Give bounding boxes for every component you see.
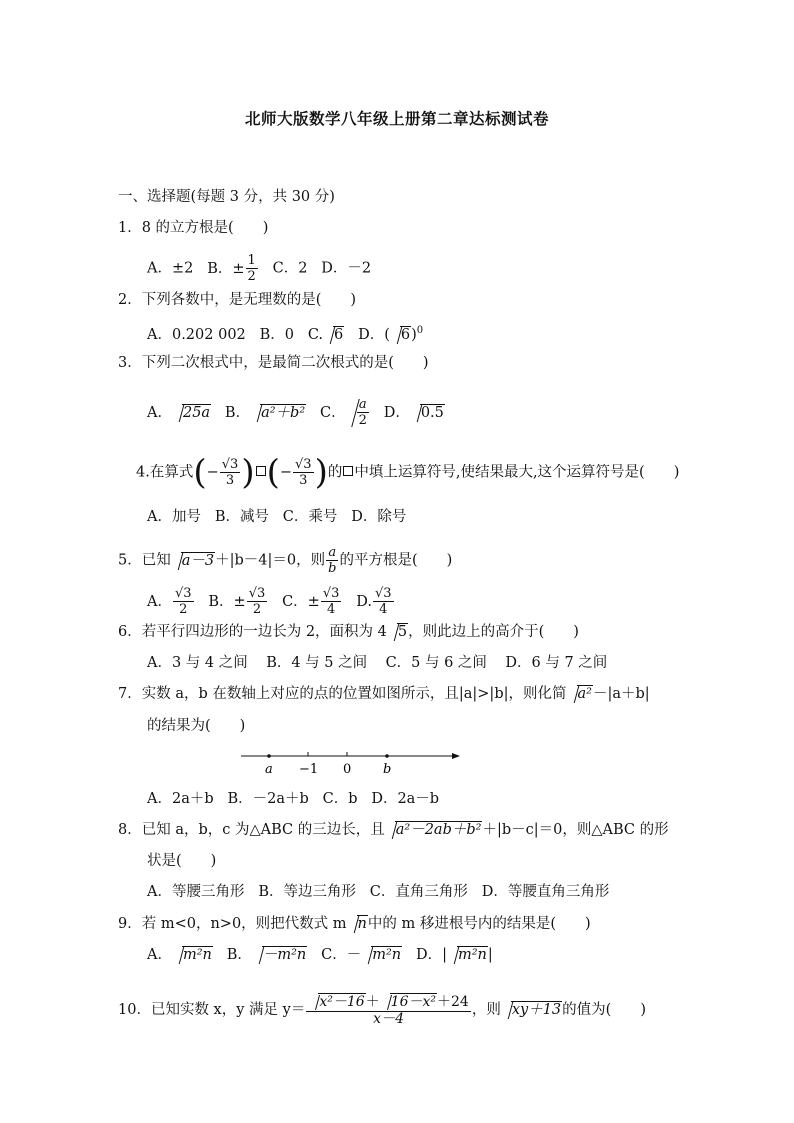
q4-option-a: A．加号 (147, 509, 201, 525)
q4-option-d: D．除号 (351, 509, 407, 525)
q8-option-c: C．直角三角形 (369, 884, 468, 900)
q1-option-c: C．2 (272, 260, 308, 277)
question-7-stem-line2: 的结果为( ) (147, 718, 246, 734)
q3-option-c: C． $\frac{a}{2}$ (320, 405, 370, 421)
q5-option-b: B．± $\frac{√3}{2}$ (208, 586, 266, 617)
q5-option-d: D. $\frac{√3}{4}$ (356, 586, 392, 617)
question-5-stem: 5．已知 a－3＋|b－4|＝0，则 $\frac{a}{b}$ 的平方根是( ) (118, 545, 453, 576)
question-2-stem: 2．下列各数中，是无理数的是( ) (118, 292, 357, 308)
operator-box (256, 466, 266, 476)
question-7-options (147, 789, 439, 809)
question-1-stem: 1．8 的立方根是( ) (118, 220, 269, 236)
q9-option-c: C．－ m²n (321, 947, 402, 963)
q2-option-c: C. 6 (307, 327, 344, 343)
q5-option-c: C．± $\frac{√3}{4}$ (282, 586, 340, 617)
question-8-stem: 8．已知 a，b，c 为△ABC 的三边长，且 a²－2ab＋b²＋|b－c|＝0，则△ABC 的形 (118, 822, 669, 838)
q4-option-c: C．乘号 (282, 509, 338, 525)
question-3-stem: 3．下列二次根式中，是最简二次根式的是( ) (118, 355, 429, 371)
question-8-stem-line2: 状是( ) (147, 853, 217, 869)
label-a: a (265, 762, 273, 777)
question-8-options (147, 882, 609, 902)
question-5-options (147, 586, 395, 617)
number-line-figure (236, 744, 466, 778)
q7-option-d: D．2a－b (371, 791, 440, 807)
q4-option-b: B．减号 (214, 509, 269, 525)
q6-option-c: C．5 与 6 之间 (385, 655, 487, 671)
q7-option-b: B．－2a＋b (227, 791, 309, 807)
question-9-options (147, 945, 493, 965)
point-b (385, 754, 389, 758)
question-2-options (147, 321, 423, 345)
question-6-options (147, 653, 607, 673)
q9-option-d: D．| m²n| (415, 947, 493, 963)
q9-option-b: B． －m²n (226, 947, 307, 963)
q7-option-c: C．b (322, 791, 358, 807)
q2-option-d: D．( 6)$^0$ (358, 325, 424, 343)
q7-option-a: A．2a＋b (147, 791, 214, 807)
question-1-options (147, 253, 371, 284)
q3-option-d: D． 0.5 (383, 404, 444, 421)
q3-option-b: B． a²＋b² (224, 404, 306, 421)
q8-option-b: B．等边三角形 (258, 884, 356, 900)
q2-option-b: B．0 (259, 327, 294, 343)
q1-option-b: B．± $\frac{1}{2}$ (207, 253, 256, 284)
q5-option-a: A． $\frac{√3}{2}$ (147, 586, 192, 617)
q6-option-a: A．3 与 4 之间 (147, 655, 248, 671)
q8-option-d: D．等腰直角三角形 (481, 884, 610, 900)
number-line-arrow (452, 753, 460, 759)
q9-option-a: A． m²n (147, 947, 212, 963)
question-6-stem: 6．若平行四边形的一边长为 2，面积为 4 5，则此边上的高介于( ) (118, 624, 579, 640)
question-7-stem: 7．实数 a，b 在数轴上对应的点的位置如图所示，且|a|>|b|，则化简 a²－|a＋b| (118, 686, 650, 702)
q8-option-a: A．等腰三角形 (147, 884, 245, 900)
question-9-stem: 9．若 m<0，n>0，则把代数式 m n中的 m 移进根号内的结果是( ) (118, 916, 591, 932)
q2-option-a: A．0.202 002 (147, 327, 246, 343)
q6-option-d: D．6 与 7 之间 (505, 655, 608, 671)
point-a (267, 754, 271, 758)
question-4-stem: 4.在算式(− $\frac{√3}{3}$ ) (− $\frac{√3}{3}$ )的 中填上运算符号,使结果最大,这个运算符号是( ) (136, 452, 680, 493)
q1-option-d: D．－2 (321, 260, 372, 277)
label-minus-1: −1 (299, 762, 319, 777)
page-title: 北师大版数学八年级上册第二章达标测试卷 (244, 109, 549, 128)
q1-option-a: A．±2 (147, 260, 194, 277)
question-10-stem: 10．已知实数 x，y 满足 y＝ $\frac{\text{x²－16＋ 16－x²＋24}}{x-4}$ ，则 xy＋13的值为( ) (118, 994, 646, 1027)
label-b: b (383, 762, 392, 777)
q3-option-a: A． 25a (147, 404, 211, 421)
q6-option-b: B．4 与 5 之间 (266, 655, 368, 671)
section-heading: 一、选择题(每题 3 分，共 30 分) (118, 189, 335, 205)
question-3-options (147, 397, 445, 428)
label-0: 0 (343, 762, 352, 777)
question-4-options (147, 507, 406, 527)
